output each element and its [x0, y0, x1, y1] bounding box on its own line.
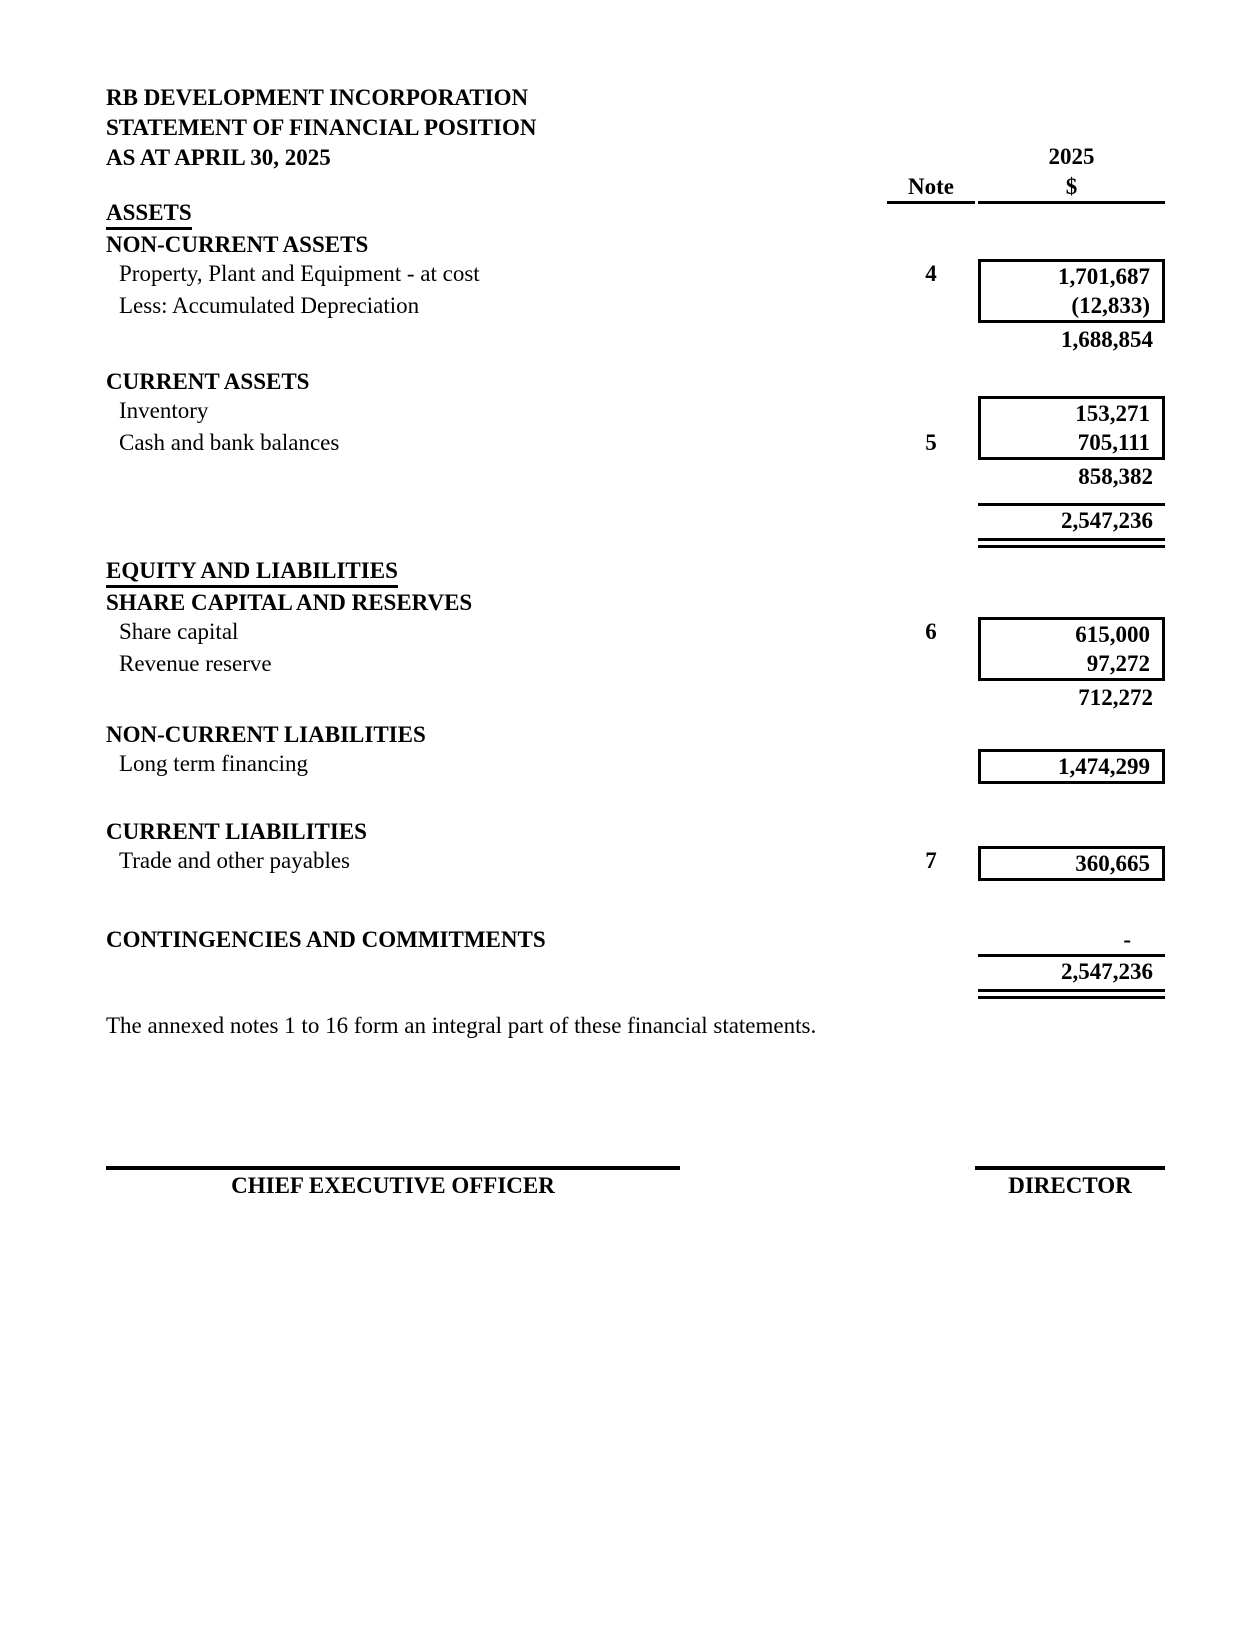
accumulated-depreciation-amount: (12,833)	[978, 291, 1165, 323]
statement-date: AS AT APRIL 30, 2025	[106, 145, 331, 170]
current-liabilities-heading: CURRENT LIABILITIES	[106, 819, 367, 844]
revenue-reserve-amount: 97,272	[978, 649, 1165, 681]
row-accumulated-depreciation	[106, 291, 1165, 323]
note-currency-header-row	[887, 172, 1165, 204]
non-current-assets-heading-row	[106, 230, 1165, 259]
share-capital-reserves-heading-row	[106, 588, 1165, 617]
cash-and-bank-label: Cash and bank balances	[119, 430, 340, 455]
row-long-term-financing	[106, 749, 1165, 784]
total-assets-double-rule	[106, 538, 1165, 548]
share-capital-amount: 615,000	[978, 617, 1165, 649]
non-current-assets-net-total: 1,688,854	[1061, 327, 1153, 352]
total-assets-amount: 2,547,236	[978, 503, 1165, 535]
director-signature-line	[975, 1166, 1165, 1170]
cash-and-bank-amount: 705,111	[978, 428, 1165, 460]
row-total-equity-liabilities	[106, 954, 1165, 986]
row-revenue-reserve	[106, 649, 1165, 681]
annexed-notes-statement: The annexed notes 1 to 16 form an integral part of these financial statements.	[106, 1013, 817, 1038]
row-property-plant-equipment	[106, 259, 1165, 291]
signature-row	[106, 1166, 1165, 1200]
trade-payables-label: Trade and other payables	[119, 848, 350, 873]
row-trade-payables	[106, 846, 1165, 881]
equity-liabilities-heading: EQUITY AND LIABILITIES	[106, 556, 887, 588]
ceo-signature-label: CHIEF EXECUTIVE OFFICER	[231, 1173, 555, 1198]
long-term-financing-label: Long term financing	[119, 751, 309, 776]
director-signature-label: DIRECTOR	[1008, 1173, 1132, 1198]
long-term-financing-amount: 1,474,299	[978, 749, 1165, 784]
year-column-header: 2025	[1048, 144, 1095, 169]
row-current-assets-subtotal	[106, 462, 1165, 491]
row-cash-and-bank	[106, 428, 1165, 460]
equity-liabilities-heading-row	[106, 556, 1165, 588]
row-share-capital	[106, 617, 1165, 649]
accumulated-depreciation-label: Less: Accumulated Depreciation	[119, 293, 420, 318]
equity-subtotal: 712,272	[1078, 685, 1153, 710]
ppe-amount: 1,701,687	[978, 259, 1165, 291]
statement-title: STATEMENT OF FINANCIAL POSITION	[106, 115, 537, 140]
contingencies-heading: CONTINGENCIES AND COMMITMENTS	[106, 927, 546, 952]
ceo-signature-line	[106, 1166, 680, 1170]
revenue-reserve-label: Revenue reserve	[119, 651, 272, 676]
row-contingencies	[106, 925, 1165, 954]
total-equity-liabilities-double-rule	[106, 989, 1165, 999]
row-equity-subtotal	[106, 683, 1165, 712]
share-capital-label: Share capital	[119, 619, 239, 644]
row-inventory	[106, 396, 1165, 428]
cash-and-bank-note: 5	[925, 430, 937, 455]
non-current-assets-heading: NON-CURRENT ASSETS	[106, 232, 369, 257]
column-headers	[887, 142, 1165, 204]
ceo-signature-block	[106, 1166, 680, 1200]
company-name: RB DEVELOPMENT INCORPORATION	[106, 85, 529, 110]
trade-payables-note: 7	[925, 848, 937, 873]
current-assets-heading-row	[106, 367, 1165, 396]
inventory-amount: 153,271	[978, 396, 1165, 428]
current-assets-subtotal: 858,382	[1078, 464, 1153, 489]
contingencies-amount: -	[1123, 927, 1131, 952]
non-current-liabilities-heading-row	[106, 720, 1165, 749]
share-capital-note: 6	[925, 619, 937, 644]
trade-payables-amount: 360,665	[978, 846, 1165, 881]
inventory-label: Inventory	[119, 398, 209, 423]
total-equity-liabilities-amount: 2,547,236	[978, 954, 1165, 986]
ppe-note: 4	[925, 261, 937, 286]
director-signature-block	[975, 1166, 1165, 1200]
current-liabilities-heading-row	[106, 817, 1165, 846]
currency-column-header: $	[978, 172, 1165, 204]
row-non-current-assets-net	[106, 325, 1165, 354]
share-capital-reserves-heading: SHARE CAPITAL AND RESERVES	[106, 590, 473, 615]
current-assets-heading: CURRENT ASSETS	[106, 369, 310, 394]
ppe-label: Property, Plant and Equipment - at cost	[119, 261, 480, 286]
assets-heading: ASSETS	[106, 198, 887, 230]
note-column-header: Note	[887, 172, 975, 204]
row-total-assets	[106, 503, 1165, 535]
non-current-liabilities-heading: NON-CURRENT LIABILITIES	[106, 722, 426, 747]
